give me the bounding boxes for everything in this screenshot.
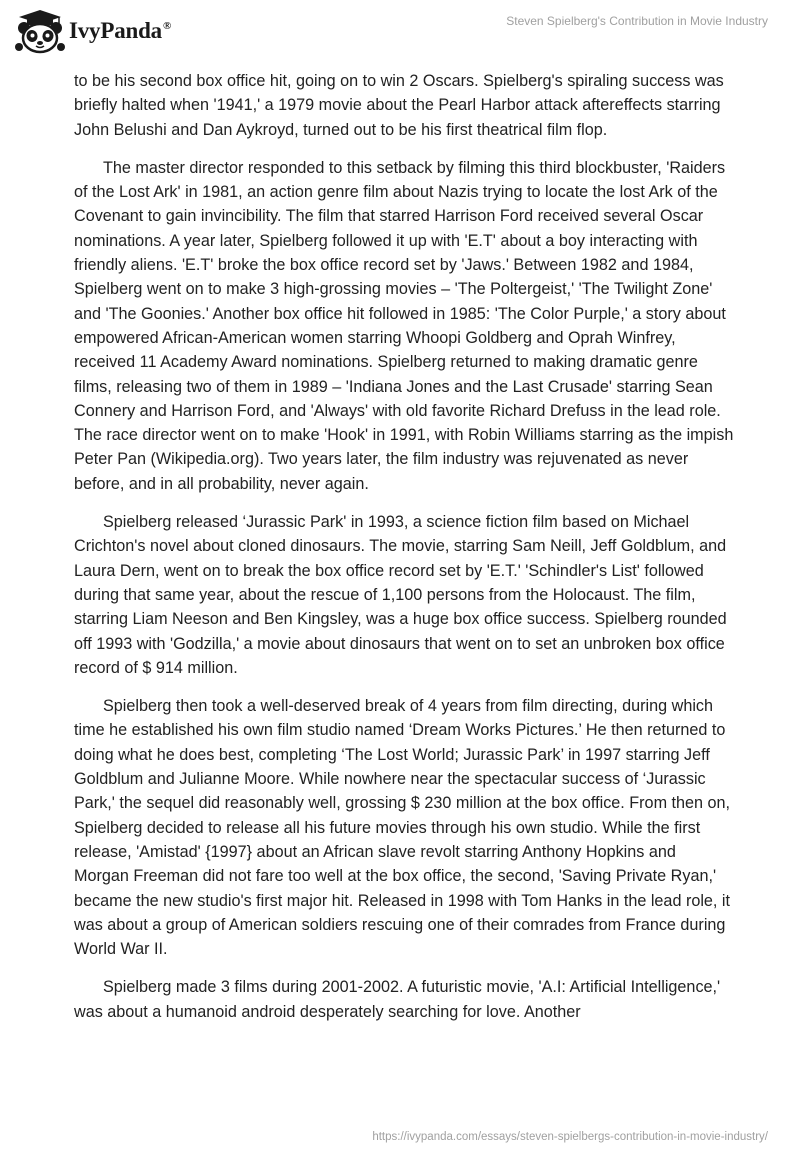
paragraph: Spielberg released ‘Jurassic Park' in 1993, a science fiction film based on Michael Crichton's novel about cloned dinosaurs. The movie, starring Sam Neill, Jeff Goldblum, and Laura Dern, went on to break the box office record set by 'E.T.' 'Schindler's List' followed during that same year, about the rescue of 1,100 persons from the Holocaust. The film, starring Liam Neeson and Ben Kingsley, was a huge box office success. Spielberg rounded off 1993 with 'Godzilla,' a movie about dinosaurs that went on to set an unbroken box office record of $ 914 million.: [74, 513, 727, 677]
logo-text: IvyPanda®: [69, 18, 172, 43]
paragraph: Spielberg then took a well-deserved break of 4 years from film directing, during which time he established his own film studio named ‘Dream Works Pictures.’ He then returned to doing what he does best, completing ‘The Lost World; Jurassic Park’ in 1997 starring Jeff Goldblum and Julianne Moore. While nowhere near the spectacular success of ‘Jurassic Park,' the sequel did reasonably well, grossing $ 230 million at the box office. From then on, Spielberg decided to release all his future movies through his own studio. While the first release, 'Amistad' {1997} about an African slave revolt starring Anthony Hopkins and Morgan Freeman did not fare too well at the box office, the second, 'Saving Private Ryan,' became the new studio's first major hit. Released in 1998 with Tom Hanks in the lead role, it was about a group of American soldiers rescuing one of their comrades from France during World War II.: [74, 697, 731, 959]
source-url[interactable]: https://ivypanda.com/essays/steven-spielbergs-contribution-in-movie-industry/: [372, 1131, 768, 1143]
panda-logo-icon: [13, 8, 65, 54]
document-title: Steven Spielberg's Contribution in Movie Industry: [506, 14, 768, 28]
essay-body: [74, 69, 734, 1038]
paragraph: to be his second box office hit, going on to win 2 Oscars. Spielberg's spiraling success was briefly halted when '1941,' a 1979 movie about the Pearl Harbor attack aftereffects starring John Belushi and Dan Aykroyd, turned out to be his first theatrical film flop.: [74, 72, 724, 139]
paragraph: The master director responded to this setback by filming this third blockbuster, 'Raiders of the Lost Ark' in 1981, an action genre film about Nazis trying to locate the lost Ark of the Covenant to gain invincibility. The film that starred Harrison Ford received several Oscar nominations. A year later, Spielberg followed it up with 'E.T' about a boy interacting with friendly aliens. 'E.T' broke the box office record set by 'Jaws.' Between 1982 and 1984, Spielberg went on to make 3 high-grossing movies – 'The Poltergeist,' 'The Twilight Zone' and 'The Goonies.' Another box office hit followed in 1985: 'The Color Purple,' a story about empowered African-American women starring Whoopi Goldberg and Oprah Winfrey, received 11 Academy Award nominations. Spielberg returned to making dramatic genre films, releasing two of them in 1989 – 'Indiana Jones and the Last Crusade' starring Sean Connery and Harrison Ford, and 'Always' with old favorite Richard Drefuss in the lead role. The race director went on to make 'Hook' in 1991, with Robin Williams starring as the impish Peter Pan (Wikipedia.org). Two years later, the film industry was rejuvenated as never before, and in all probability, never again.: [74, 158, 734, 493]
logo[interactable]: [13, 8, 171, 54]
paragraph: Spielberg made 3 films during 2001-2002. A futuristic movie, 'A.I: Artificial Intelligence,' was about a humanoid android desperately searching for love. Another: [74, 978, 721, 1021]
page-header: [0, 0, 800, 62]
